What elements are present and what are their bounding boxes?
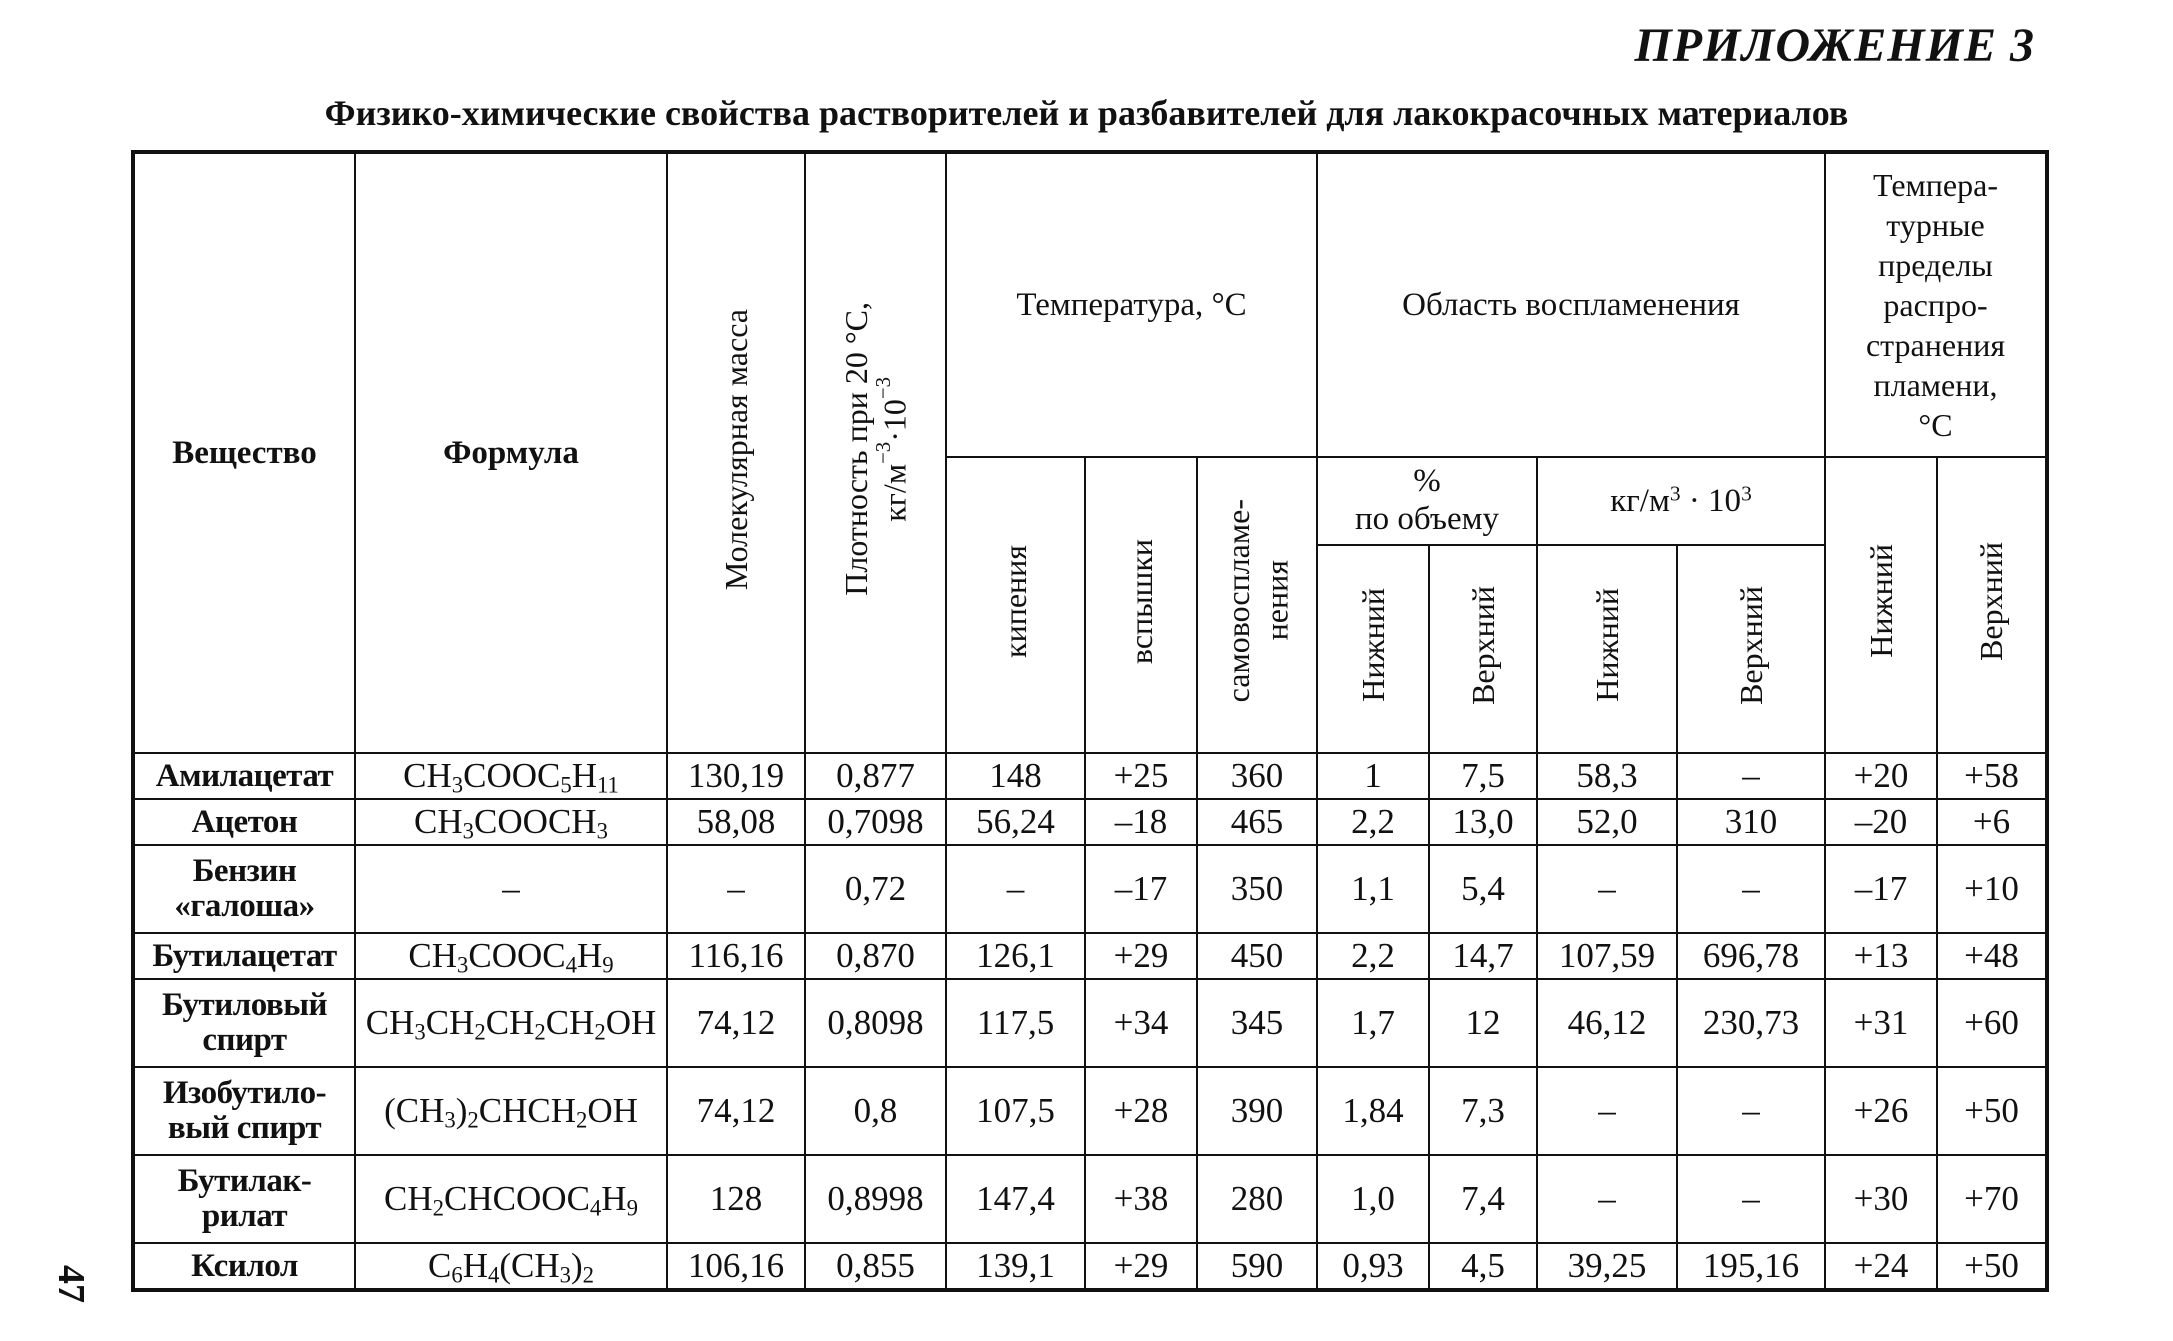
cell-mass: 74,12 [667,1067,805,1155]
cell-mass: 74,12 [667,979,805,1067]
table-row [133,979,2047,1067]
percent-line1: % [1413,463,1441,500]
page-title: Физико-химические свойства растворителей и разбавителей для лакокрасочных материалов [324,93,1849,133]
formula [355,1155,667,1243]
substance-name-line: Ацетон [191,803,298,840]
cell-vol-low: 2,2 [1317,933,1429,979]
header-autoignition [1197,457,1317,753]
formula-part: 11 [597,772,619,798]
cell-kg-low: – [1537,845,1677,933]
formula-part: (CH [499,1245,560,1285]
density-line1: Плотность при 20 °С, [838,302,875,596]
header-kg-lower [1537,545,1677,753]
cell-boil: 117,5 [946,979,1085,1067]
page-number: 47 [50,1265,92,1303]
substance-name-line: рилат [201,1198,288,1234]
kgm3-mult: · 10 [1680,482,1742,519]
formula-part: 3 [596,818,608,844]
formula-part: 2 [594,1019,606,1045]
cell-fs-high: +70 [1937,1155,2047,1243]
autoignition-line2: нения [1258,560,1294,642]
substance-name-line: Бутилак- [177,1163,312,1200]
cell-flash: +34 [1085,979,1197,1067]
header-percent-volume [1317,457,1537,545]
cell-kg-low: 46,12 [1537,979,1677,1067]
formula-part: 3 [451,772,464,798]
formula-part: 4 [589,1195,602,1221]
cell-auto: 465 [1197,799,1317,845]
formula-part: CH [365,1002,415,1042]
formula-part: 2 [474,1019,486,1045]
cell-kg-low: – [1537,1067,1677,1155]
cell-boil: 107,5 [946,1067,1085,1155]
header-vol-lower-label: Нижний [1354,588,1391,702]
cell-fs-high: +50 [1937,1243,2047,1290]
cell-auto: 590 [1197,1243,1317,1290]
properties-table [131,150,2049,1292]
cell-kg-high: – [1677,845,1825,933]
substance-name-line: Бензин [192,853,297,890]
cell-kg-high: 696,78 [1677,933,1825,979]
substance-name-line: Бутилацетат [152,937,337,974]
cell-fs-low: +20 [1825,753,1937,799]
formula-part: H [462,1245,488,1285]
table-row [133,933,2047,979]
kgm3-exp: 3 [1669,480,1681,505]
formula-part: 2 [534,1019,546,1045]
header-flash [1085,457,1197,753]
formula-part: 3 [444,1107,456,1133]
formula-part: CH [408,935,457,975]
cell-mass: 116,16 [667,933,805,979]
formula-part: 4 [487,1262,500,1288]
header-flash-label: вспышки [1122,538,1159,664]
formula-part: OH [605,1002,657,1042]
cell-mass: 130,19 [667,753,805,799]
formula-part: 3 [414,1019,426,1045]
cell-flash: –18 [1085,799,1197,845]
formula [355,979,667,1067]
cell-flash: +29 [1085,1243,1197,1290]
cell-fs-high: +48 [1937,933,2047,979]
cell-density: 0,8 [805,1067,946,1155]
header-molar-mass [667,152,805,753]
formula-part: COOC [468,935,566,975]
kgm3-unit: кг/м [1610,482,1670,519]
cell-fs-high: +58 [1937,753,2047,799]
cell-kg-low: 39,25 [1537,1243,1677,1290]
cell-mass: 106,16 [667,1243,805,1290]
cell-fs-low: –17 [1825,845,1937,933]
cell-kg-high: 310 [1677,799,1825,845]
substance-name-line: Изобутило- [162,1075,327,1112]
header-fs-upper [1937,457,2047,753]
formula-part: H [571,755,597,795]
formula-part: CH [414,801,463,841]
formula-part: 3 [462,818,475,844]
cell-mass: – [667,845,805,933]
formula-part: CHCH [478,1090,576,1130]
cell-density: 0,8998 [805,1155,946,1243]
table-row [133,845,2047,933]
cell-auto: 350 [1197,845,1317,933]
header-fs-lower-label: Нижний [1862,544,1899,658]
formula-part: H [601,1178,627,1218]
substance-name [133,799,355,845]
formula-part: 2 [467,1107,479,1133]
header-formula: Формула [355,152,667,753]
formula-part: (CH [384,1090,445,1130]
substance-name [133,1155,355,1243]
formula [355,799,667,845]
formula-part: CH [425,1002,475,1042]
density-exp2: −3 [872,376,896,399]
cell-mass: 58,08 [667,799,805,845]
formula-part: 3 [559,1262,571,1288]
substance-name [133,753,355,799]
substance-name [133,1067,355,1155]
cell-boil: 139,1 [946,1243,1085,1290]
substance-name [133,1243,355,1290]
cell-kg-high: – [1677,753,1825,799]
cell-kg-high: 195,16 [1677,1243,1825,1290]
table-row [133,1243,2047,1290]
header-vol-upper [1429,545,1537,753]
header-flame-spread: Темпера- турные пределы распро- странения пламени, °С [1825,152,2047,457]
cell-density: 0,72 [805,845,946,933]
formula-part: H [576,935,603,975]
density-line2-unit: кг/м [876,463,913,522]
formula-part: CHCOOC [444,1178,590,1218]
cell-fs-low: +26 [1825,1067,1937,1155]
cell-vol-high: 13,0 [1429,799,1537,845]
cell-auto: 345 [1197,979,1317,1067]
header-flammability: Область воспламенения [1317,152,1825,457]
formula [355,1067,667,1155]
formula-part: 5 [560,772,572,798]
formula-part: CH [545,1002,595,1042]
header-substance: Вещество [133,152,355,753]
cell-vol-low: 1,7 [1317,979,1429,1067]
cell-flash: +29 [1085,933,1197,979]
cell-vol-low: 2,2 [1317,799,1429,845]
substance-name-line: Бутиловый [161,987,327,1024]
substance-name [133,979,355,1067]
formula [355,1243,667,1290]
autoignition-line1: самовоспламе- [1219,499,1256,703]
formula-part: OH [587,1090,638,1130]
table-row [133,1067,2047,1155]
formula-part: ) [455,1090,468,1130]
header-kg-lower-label: Нижний [1588,588,1625,702]
header-vol-upper-label: Верхний [1464,585,1501,705]
header-fs-upper-label: Верхний [1973,541,2010,661]
substance-name [133,933,355,979]
cell-flash: +25 [1085,753,1197,799]
header-density [805,152,946,753]
header-fs-lower [1825,457,1937,753]
formula-part: 9 [626,1195,638,1221]
cell-fs-high: +50 [1937,1067,2047,1155]
cell-boil: 56,24 [946,799,1085,845]
percent-line2: по объему [1355,501,1499,537]
cell-vol-high: 14,7 [1429,933,1537,979]
cell-auto: 360 [1197,753,1317,799]
cell-boil: – [946,845,1085,933]
cell-vol-high: 7,5 [1429,753,1537,799]
formula [355,933,667,979]
formula-part: CH [403,755,452,795]
cell-vol-high: 7,4 [1429,1155,1537,1243]
formula-part: C [427,1245,452,1285]
cell-kg-low: 107,59 [1537,933,1677,979]
table-row [133,753,2047,799]
header-kgm3 [1537,457,1825,545]
kgm3-exp2: 3 [1741,480,1752,505]
cell-boil: 126,1 [946,933,1085,979]
header-molar-mass-label: Молекулярная масса [717,308,754,590]
formula-part: 3 [456,952,469,978]
cell-vol-high: 7,3 [1429,1067,1537,1155]
density-line2-mult: ·10 [876,398,913,442]
cell-vol-high: 12 [1429,979,1537,1067]
cell-mass: 128 [667,1155,805,1243]
cell-kg-low: – [1537,1155,1677,1243]
cell-auto: 390 [1197,1067,1317,1155]
formula [355,845,667,933]
table-body [133,753,2047,1290]
formula-part: 6 [451,1262,463,1288]
formula-part: COOCH [474,801,597,841]
header-kg-upper [1677,545,1825,753]
cell-kg-high: 230,73 [1677,979,1825,1067]
cell-kg-high: – [1677,1155,1825,1243]
cell-vol-low: 1,1 [1317,845,1429,933]
formula-part: 9 [602,952,614,978]
header-autoignition-label [1219,499,1296,702]
appendix-label: ПРИЛОЖЕНИЕ 3 [1634,19,2035,72]
cell-flash: +38 [1085,1155,1197,1243]
cell-fs-low: +30 [1825,1155,1937,1243]
formula-part: COOC [463,755,561,795]
cell-auto: 450 [1197,933,1317,979]
header-vol-lower [1317,545,1429,753]
cell-fs-high: +6 [1937,799,2047,845]
formula-part: 2 [432,1195,445,1221]
cell-fs-low: +24 [1825,1243,1937,1290]
cell-density: 0,870 [805,933,946,979]
cell-density: 0,877 [805,753,946,799]
cell-kg-low: 58,3 [1537,753,1677,799]
substance-name [133,845,355,933]
table-row [133,1155,2047,1243]
cell-density: 0,7098 [805,799,946,845]
header-kg-upper-label: Верхний [1732,585,1769,705]
formula-part: CH [485,1002,535,1042]
substance-name-line: вый спирт [167,1110,322,1146]
formula-part: 2 [576,1107,588,1133]
cell-kg-low: 52,0 [1537,799,1677,845]
cell-fs-low: –20 [1825,799,1937,845]
header-temperature: Температура, °С [946,152,1317,457]
formula [355,753,667,799]
cell-vol-high: 4,5 [1429,1243,1537,1290]
cell-vol-low: 1,84 [1317,1067,1429,1155]
cell-flash: +28 [1085,1067,1197,1155]
formula-part: ) [571,1245,583,1285]
cell-fs-low: +31 [1825,979,1937,1067]
cell-vol-low: 1,0 [1317,1155,1429,1243]
cell-auto: 280 [1197,1155,1317,1243]
cell-vol-low: 1 [1317,753,1429,799]
cell-kg-high: – [1677,1067,1825,1155]
cell-boil: 147,4 [946,1155,1085,1243]
header-boiling [946,457,1085,753]
cell-density: 0,8098 [805,979,946,1067]
cell-fs-low: +13 [1825,933,1937,979]
cell-fs-high: +10 [1937,845,2047,933]
formula-part: – [502,868,520,908]
formula-part: 4 [565,952,577,978]
header-density-label [837,302,914,596]
cell-flash: –17 [1085,845,1197,933]
cell-vol-low: 0,93 [1317,1243,1429,1290]
substance-name-line: «галоша» [174,888,315,924]
substance-name-line: Ксилол [191,1247,298,1284]
cell-boil: 148 [946,753,1085,799]
cell-vol-high: 5,4 [1429,845,1537,933]
formula-part: 2 [582,1262,595,1288]
substance-name-line: спирт [202,1022,287,1058]
substance-name-line: Амилацетат [155,757,334,794]
cell-density: 0,855 [805,1243,946,1290]
density-exp1: −3 [872,441,896,464]
header-boiling-label: кипения [997,544,1034,658]
cell-fs-high: +60 [1937,979,2047,1067]
table-row [133,799,2047,845]
formula-part: CH [384,1178,433,1218]
